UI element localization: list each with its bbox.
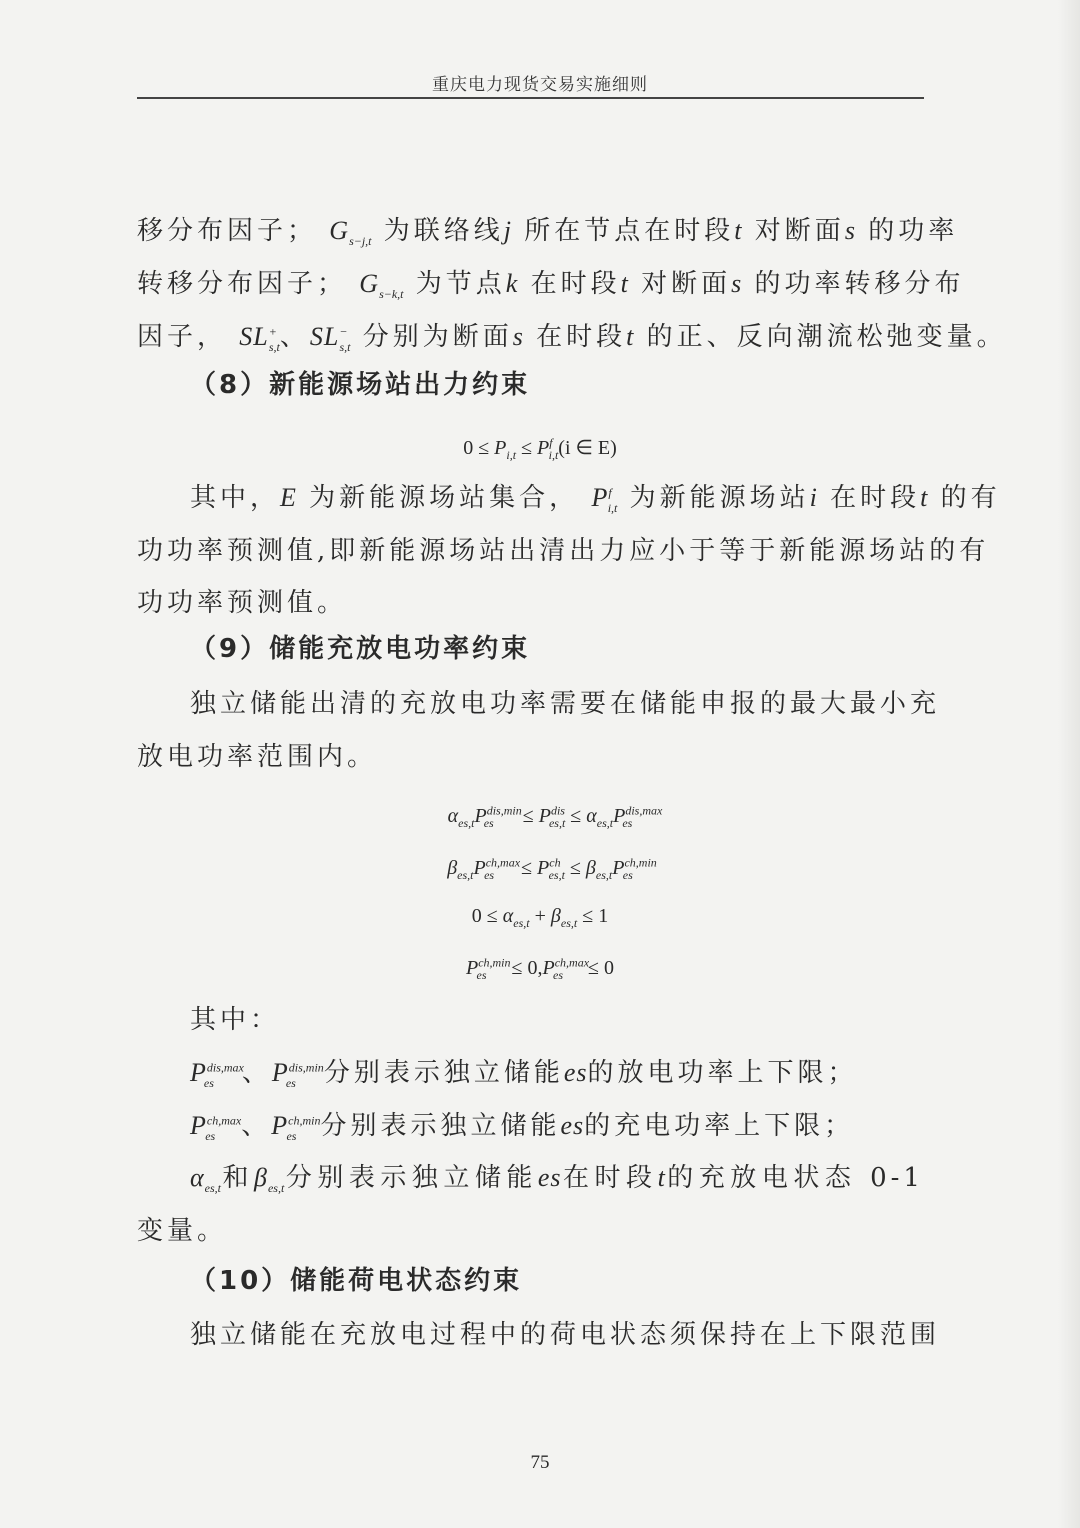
formula-sl-minus: $SL^-_{s,t}$ [309,322,351,355]
where-label: 其中： [190,1005,281,1035]
equation-9-4: $P^{ch,min}_{es} \le 0,P^{ch,max}_{es} \le 0$ [465,955,615,982]
body-line-2: 转移分布因子； $G_{s-k,t}$ 为节点k 在时段t 对断面s 的功率转移分布 [137,269,965,302]
sec9-line-1: 独立储能出清的充放电功率需要在储能申报的最大最小充 [190,689,941,719]
sec8-line-3: 功功率预测值。 [137,588,348,618]
running-header: 重庆电力现货交易实施细则 [432,75,648,95]
where-line-1: $P^{dis,max}_{es}$ 、$P^{dis,min}_{es}$ 分别表示独立储能es的放电功率上下限； [190,1058,858,1091]
equation-9-3: $0 \le \alpha_{es,t} + \beta_{es,t} \le 1$ [471,905,609,930]
sec10-line-1: 独立储能在充放电过程中的荷电状态须保持在上下限范围 [190,1320,941,1350]
page-number: 75 [530,1452,550,1473]
section-10-heading: （10）储能荷电状态约束 [190,1266,523,1296]
header-rule [137,97,924,99]
scan-edge-shadow [1058,0,1080,1528]
section-9-heading: （9）储能充放电功率约束 [190,634,531,664]
sec8-line-1: 其中，E 为新能源场站集合， $P^f_{i,t}$ 为新能源场站i 在时段t 的有 [190,483,1001,516]
formula-g-skt: $G_{s-k,t}$ [359,269,404,302]
formula-p-forecast: $P^f_{i,t}$ [591,483,618,516]
formula-g-sjt: $G_{s-j,t}$ [329,216,372,249]
where-line-3: $\alpha_{es,t}$和$\beta_{es,t}$分别表示独立储能es在时段t的充放电状态 0-1 [190,1163,924,1196]
equation-9-2: $\beta_{es,t}P^{ch,max}_{es} \le P^{ch}_{es,t} \le \beta_{es,t}P^{ch,min}_{es}$ [447,855,657,882]
formula-sl-plus: $SL^+_{s,t}$ [239,322,280,355]
equation-9-1: $\alpha_{es,t}P^{dis,min}_{es} \le P^{dis}_{es,t} \le \alpha_{es,t}P^{dis,max}_{es}$ [447,803,663,830]
body-line-3: 因子， $SL^+_{s,t}$、$SL^-_{s,t}$ 分别为断面s 在时段t 的正、反向潮流松弛变量。 [137,322,1007,355]
where-line-3-cont: 变量。 [137,1216,228,1246]
section-8-heading: （8）新能源场站出力约束 [190,370,531,400]
sec8-line-2: 功功率预测值,即新能源场站出清出力应小于等于新能源场站的有 [137,536,990,566]
where-line-2: $P^{ch,max}_{es}$ 、$P^{ch,min}_{es}$ 分别表示独立储能es的充电功率上下限； [190,1111,855,1144]
body-line-1: 移分布因子； $G_{s-j,t}$ 为联络线j 所在节点在时段t 对断面s 的功率 [137,216,959,249]
sec9-line-2: 放电功率范围内。 [137,742,378,772]
equation-8: $0 \le P_{i,t} \le P^f_{i,t}(i$ ∈ E) [463,435,617,462]
